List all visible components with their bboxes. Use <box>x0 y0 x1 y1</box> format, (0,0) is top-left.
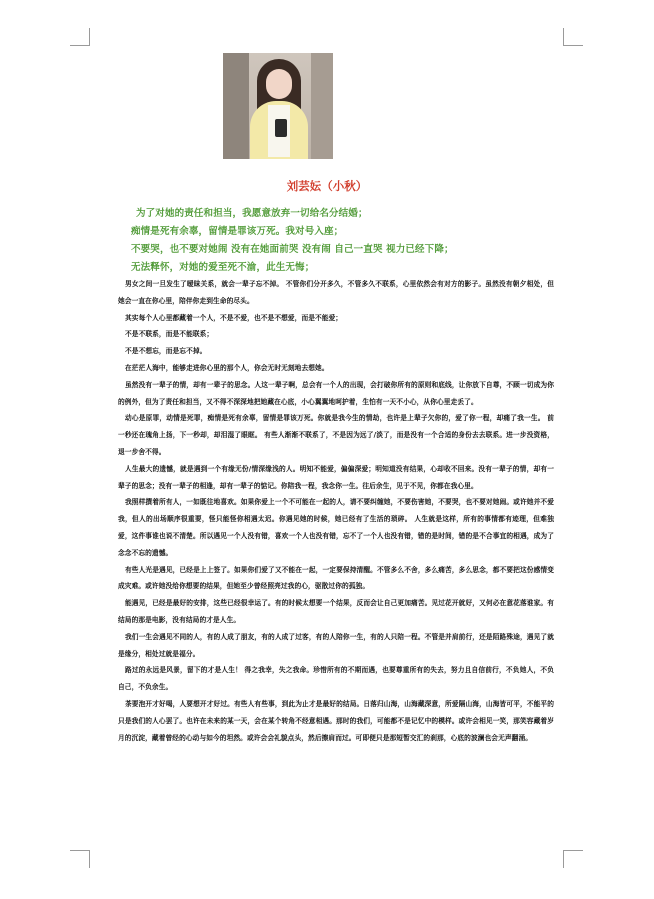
paragraph: 男女之间一旦发生了暧昧关系，就会一辈子忘不掉。 不管你们分开多久，不管多久不联系，心里依然会有对方的影子。虽然没有朝夕相处，但她会一直在你心里，陪伴你走到生命的尽头。 <box>118 280 554 305</box>
crop-mark-tl-h <box>70 45 90 46</box>
crop-mark-bl-h <box>70 850 90 851</box>
crop-mark-bl-v <box>89 850 90 868</box>
paragraph: 我照样撰着所有人，一如既往地喜欢。如果你爱上一个不可能在一起的人，请不要纠缠她，不要伤害她，不要哭，也不要对她闹。或许她并不爱我，但人的出场顺序很重要，怪只能怪你相遇太迟。你遇见她的时候，她已经有了生活的琐碎。 人生就是这样，所有的事情都有迹理，但难独爱，这件事谁也说不清楚。所以遇见一个人没有错，喜欢一个人也没有错，忘不了一个人也没有错，错的是时间，错的是不合事宜的相遇，成为了念念不忘的遗憾。 <box>118 498 554 557</box>
paragraph: 不是不想忘，而是忘不掉。 <box>125 347 207 356</box>
paragraph: 在茫茫人海中，能够走进你心里的那个人，你会无时无刻地去想她。 <box>125 363 329 372</box>
poem-line: 痴情是死有余辜，留情是罪该万死。我对号入座； <box>131 226 344 237</box>
crop-mark-br-v <box>563 850 564 868</box>
crop-mark-br-h <box>563 850 583 851</box>
paragraph: 不是不联系，而是不能联系； <box>125 330 214 339</box>
paragraph: 能遇见，已经是最好的安排，这些已经很幸运了。有的时候太想要一个结果，反而会让自己更加痛苦。见过花开就好，又何必在意花落谁家。有结局的那是电影，没有结局的才是人生。 <box>118 599 554 624</box>
page-title: 刘芸妘（小秋） <box>286 179 368 193</box>
article-body <box>118 276 554 746</box>
paragraph: 路过的永远是风景，留下的才是人生！ 得之我幸，失之我命。珍惜所有的不期而遇，也要尊重所有的失去，努力且自信前行，不负她人，不负自己，不负余生。 <box>118 666 554 692</box>
paragraph: 有些人光是遇见，已经是上上签了。如果你们爱了又不能在一起，一定要保持清醒。不管多么不舍，多么痛苦，多么思念，都不要把这份感情变成灾难。或许她没给你想要的结果，但她至少曾经照亮过我的心，驱散过你的孤独。 <box>118 565 554 591</box>
paragraph: 我们一生会遇见不同的人，有的人成了朋友，有的人成了过客，有的人陪你一生，有的人只陪一程。不管是并肩前行，还是陌路殊途，遇见了就是缘分，相处过就是福分。 <box>118 632 554 658</box>
paragraph: 虽然没有一辈子的情，却有一辈子的思念。人这一辈子啊，总会有一个人的出现，会打破你所有的原则和底线，让你放下自尊，不顾一切成为你的例外，但为了责任和担当，又不得不深深地把她藏在心底，小心翼翼地呵护着，生怕有一天不小心，从你心里走丢了。 <box>118 380 554 406</box>
crop-mark-tl-v <box>89 28 90 46</box>
poem-line: 无法释怀，对她的爱至死不渝，此生无悔； <box>131 262 315 273</box>
paragraph: 茶要泡开才好喝，人要想开才好过。有些人有些事，到此为止才是最好的结局。日落归山海，山海藏深意，所爱隔山海，山海皆可平，不能平的只是我们的人心罢了。也许在未来的某一天，会在某个转角不经意相遇。那时的我们，可能都不是记忆中的模样。或许会相见一笑，那笑容藏着岁月的沉淀，藏着曾经的心动与如今的坦然。或许会会礼貌点头，然后擦肩而过。可即便只是那短暂交汇的刹那，心底的波澜也会无声翻涌。 <box>118 699 554 742</box>
paragraph: 人生最大的遗憾，就是遇到一个有缘无份/情深缘浅的人。明知不能爱，偏偏深爱；明知道没有结果，心却收不回来。没有一辈子的情，却有一辈子的思念；没有一辈子的相逢，却有一辈子的惦记。你陪我一程，我念你一生。往后余生，见于不见，你都在我心里。 <box>118 464 554 490</box>
poem-line: 为了对她的责任和担当，我愿意放弃一切给名分结婚； <box>136 208 368 219</box>
paragraph: 其实每个人心里都藏着一个人，不是不爱，也不是不想爱，而是不能爱； <box>125 313 343 322</box>
portrait-photo <box>223 53 333 159</box>
paragraph: 动心是原罪，动情是死罪，痴情是死有余辜，留情是罪该万死。你就是我今生的情劫，也许是上辈子欠你的，爱了你一程，却痛了我一生。 前一秒还在瑰角上扬，下一秒却，却泪湿了眼眶。 有些人渐渐不联系了，不是因为远了/淡了，而是没有一个合适的身份去去联系。进一步没资格，退一步舍不得。 <box>118 414 554 456</box>
crop-mark-tr-v <box>563 28 564 46</box>
poem-line: 不要哭，也不要对她闹 没有在她面前哭 没有闹 自己一直哭 视力已经下降； <box>131 244 454 255</box>
crop-mark-tr-h <box>563 45 583 46</box>
